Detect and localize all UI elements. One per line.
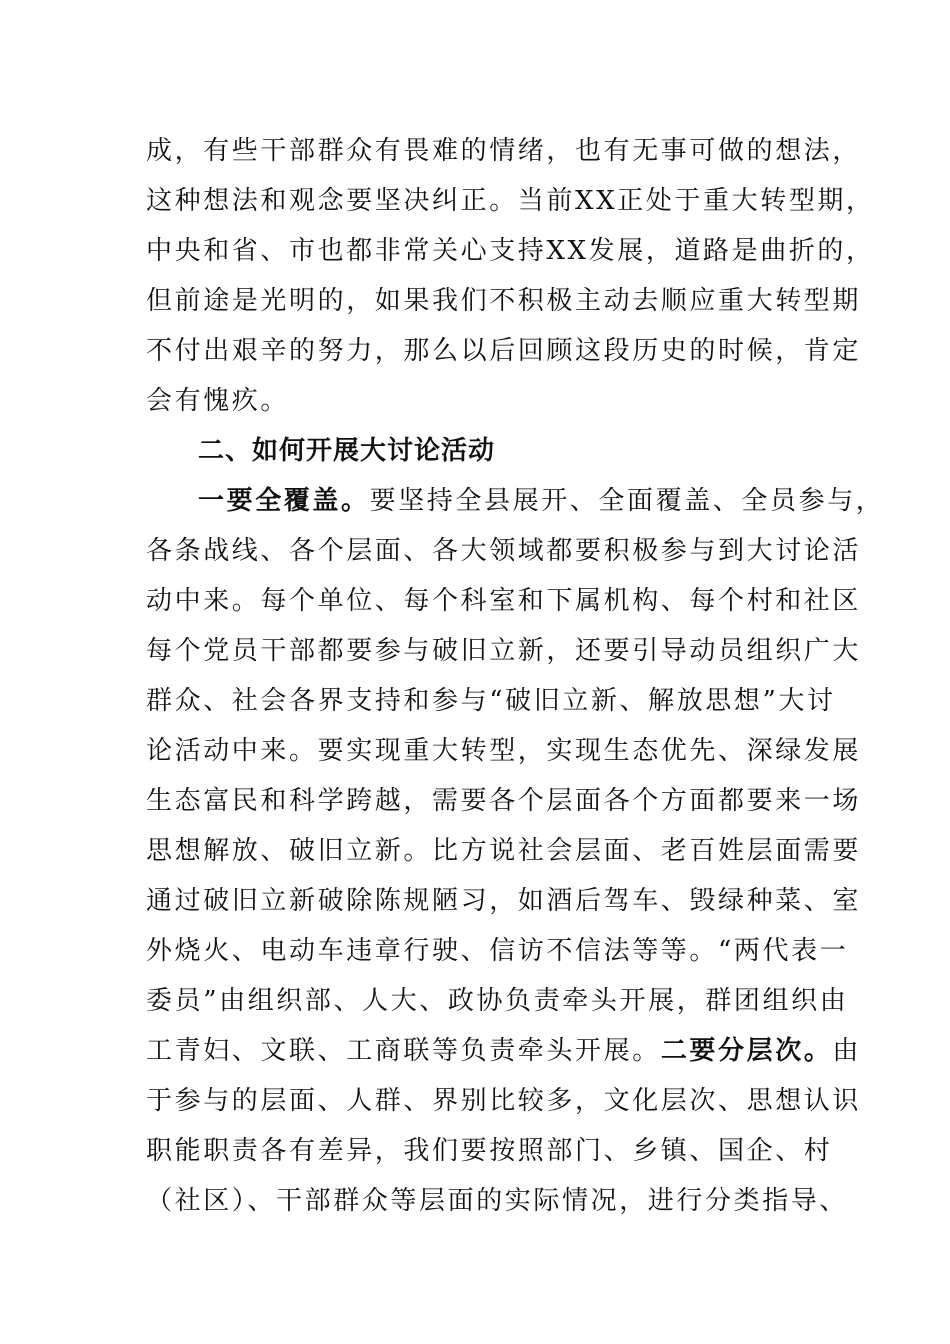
paragraph-line: 生态富民和科学跨越，需要各个层面各个方面都要来一场 [146, 786, 862, 816]
line-text: 由 [832, 1036, 862, 1066]
line-text: 工青妇、文联、工商联等负责牵头开展。 [146, 1036, 661, 1066]
paragraph-line [198, 486, 884, 516]
paragraph-line: 职能职责各有差异，我们要按照部门、乡镇、国企、村 [146, 1136, 833, 1166]
paragraph-line: 各条战线、各个层面、各大领域都要积极参与到大讨论活 [146, 536, 862, 566]
paragraph-line: 委员”由组织部、人大、政协负责牵头开展，群团组织由 [146, 986, 849, 1016]
bold-lead: 一要全覆盖。 [198, 486, 370, 516]
paragraph-line: （社区）、干部群众等层面的实际情况，进行分类指导、 [146, 1186, 849, 1216]
paragraph-line: 每个党员干部都要参与破旧立新，还要引导动员组织广大 [146, 636, 862, 666]
paragraph-line: 论活动中来。要实现重大转型，实现生态优先、深绿发展 [146, 736, 862, 766]
paragraph-line: 这种想法和观念要坚决纠正。当前XX正处于重大转型期， [146, 186, 875, 216]
paragraph-line: 中央和省、市也都非常关心支持XX发展，道路是曲折的， [146, 236, 875, 266]
paragraph-line: 外烧火、电动车违章行驶、信访不信法等等。“两代表一 [146, 936, 849, 966]
paragraph-line: 思想解放、破旧立新。比方说社会层面、老百姓层面需要 [146, 836, 862, 866]
line-text: 要坚持全县展开、全面覆盖、全员参与， [369, 486, 885, 516]
paragraph-line: 不付出艰辛的努力，那么以后回顾这段历史的时候，肯定 [146, 336, 862, 366]
paragraph-line: 动中来。每个单位、每个科室和下属机构、每个村和社区 [146, 586, 862, 616]
paragraph-line [146, 1036, 861, 1066]
paragraph-line: 于参与的层面、人群、界别比较多，文化层次、思想认识 [146, 1086, 862, 1116]
paragraph-line: 但前途是光明的，如果我们不积极主动去顺应重大转型期 [146, 286, 862, 316]
paragraph-line: 会有愧疚。 [146, 386, 290, 416]
paragraph-line: 成，有些干部群众有畏难的情绪，也有无事可做的想法， [146, 136, 862, 166]
paragraph-line: 通过破旧立新破除陈规陋习，如酒后驾车、毁绿种菜、室 [146, 886, 862, 916]
bold-lead: 二要分层次。 [660, 1036, 833, 1066]
paragraph-line: 群众、社会各界支持和参与“破旧立新、解放思想”大讨 [146, 686, 836, 716]
section-heading: 二、如何开展大讨论活动 [198, 436, 496, 466]
